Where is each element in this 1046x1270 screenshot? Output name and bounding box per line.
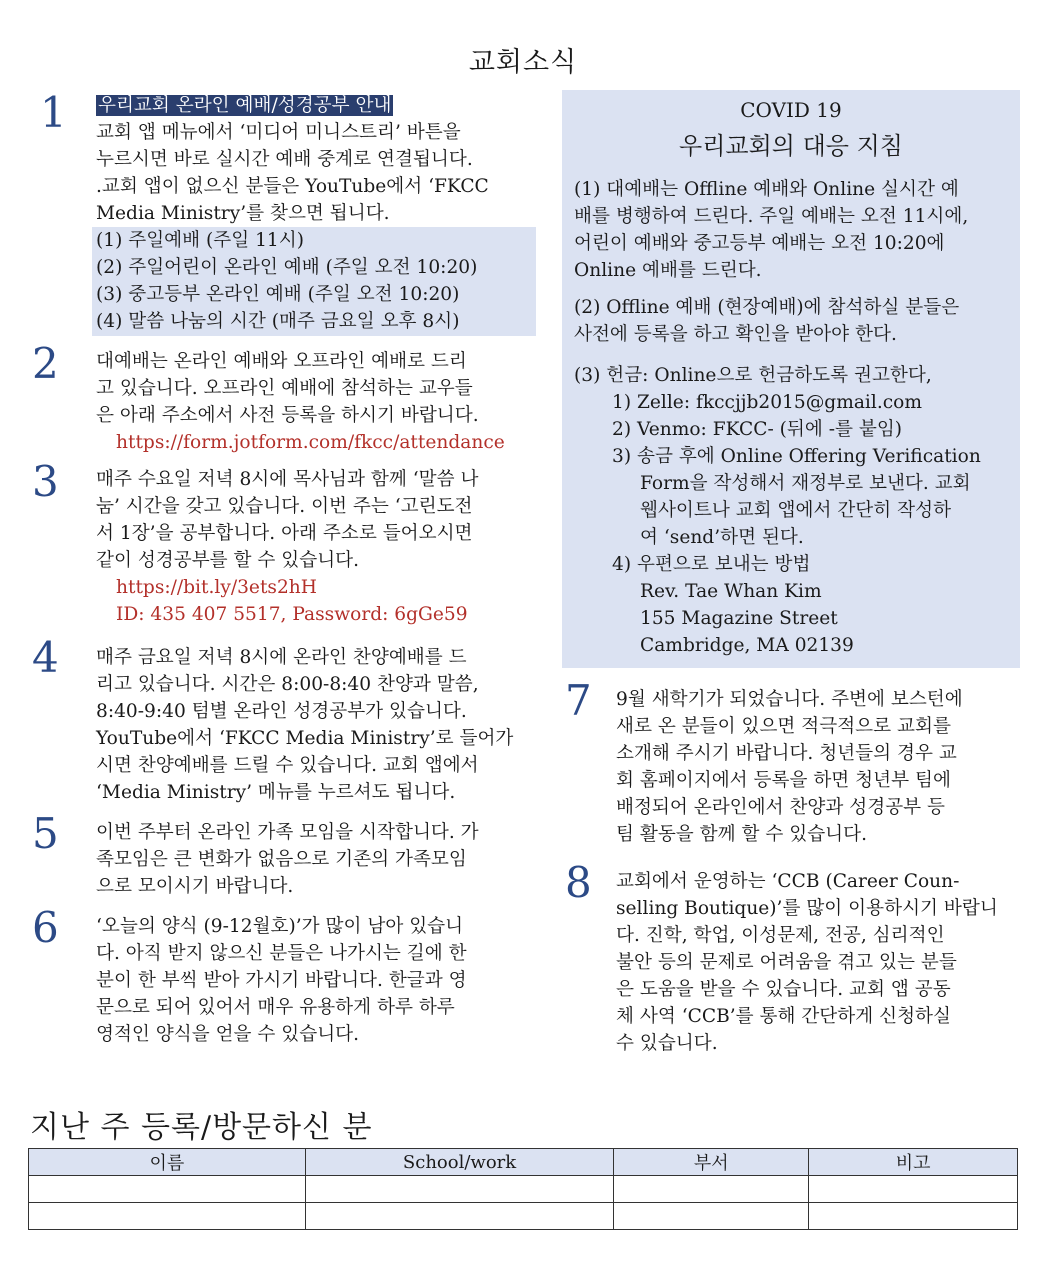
item-8-line: 다. 진학, 학업, 이성문제, 전공, 심리적인 [616,925,945,946]
covid-line: Online 예배를 드린다. [574,260,762,281]
item-3-line: 눔’ 시간을 갖고 있습니다. 이번 주는 ‘고린도전 [96,496,473,517]
covid-para-2 [574,294,1014,348]
address-line: Rev. Tae Whan Kim [640,581,822,602]
covid-subtitle: 우리교회의 대응 지침 [679,132,903,160]
item-2-line: 대예배는 온라인 예배와 오프라인 예배로 드리 [96,351,467,372]
item-5-line: 족모임은 큰 변화가 없음으로 기존의 가족모임 [96,849,467,870]
item-7-line: 소개해 주시기 바랍니다. 청년들의 경우 교 [616,743,957,764]
schedule-item: (1) 주일예배 (주일 11시) [96,230,304,251]
item-1-heading [96,92,536,119]
attendance-link[interactable]: https://form.jotform.com/fkcc/attendance [116,432,505,453]
table-cell[interactable] [305,1176,614,1203]
item-number-8: 8 [565,858,592,907]
item-3-line: 서 1장’을 공부합니다. 아래 주소로 들어오시면 [96,523,473,544]
item-8-line: 불안 등의 문제로 어려움을 겪고 있는 분들 [616,952,957,973]
item-5-body [96,819,536,900]
item-2-body [96,348,536,456]
item-3-line: 같이 성경공부를 할 수 있습니다. [96,550,360,571]
registration-table [28,1148,1018,1230]
table-cell[interactable] [29,1176,306,1203]
item-8-body [616,868,1020,1057]
schedule-item: (2) 주일어린이 온라인 예배 (주일 오전 10:20) [96,257,478,278]
covid-sub-cont: 웹사이트나 교회 앱에서 간단히 작성하 [640,500,952,521]
column-header-department: 부서 [614,1149,809,1176]
table-cell[interactable] [614,1203,809,1230]
item-7-line: 새로 온 분들이 있으면 적극적으로 교회를 [616,716,951,737]
item-2-line: 고 있습니다. 오프라인 예배에 참석하는 교우들 [96,378,473,399]
item-4-line: YouTube에서 ‘FKCC Media Ministry’로 들어가 [96,728,514,749]
item-5-line: 으로 모이시기 바랍니다. [96,876,294,897]
table-header-row [29,1149,1018,1176]
item-7-body [616,686,1020,848]
item-8-line: 체 사역 ‘CCB’를 통해 간단하게 신청하실 [616,1006,951,1027]
covid-sub: 3) 송금 후에 Online Offering Verification [612,446,981,467]
table-cell[interactable] [809,1203,1018,1230]
item-6-line: 영적인 양식을 얻을 수 있습니다. [96,1024,360,1045]
item-1-body [96,119,536,227]
item-4-line: 8:40-9:40 텀별 온라인 성경공부가 있습니다. [96,701,467,722]
schedule-item: (4) 말씀 나눔의 시간 (매주 금요일 오후 8시) [96,311,460,332]
item-3-line: 매주 수요일 저녁 8시에 목사님과 함께 ‘말씀 나 [96,469,479,490]
covid-line: (1) 대예배는 Offline 예배와 Online 실시간 예 [574,179,959,200]
item-7-line: 회 홈페이지에서 등록을 하면 청년부 팀에 [616,770,951,791]
table-row [29,1176,1018,1203]
item-4-line: 리고 있습니다. 시간은 8:00-8:40 찬양과 말씀, [96,674,479,695]
column-header-name: 이름 [29,1149,306,1176]
registration-title: 지난 주 등록/방문하신 분 [30,1110,373,1145]
covid-para-3 [574,362,1014,659]
address-line: 155 Magazine Street [640,608,838,629]
item-1-line: .교회 앱이 없으신 분들은 YouTube에서 ‘FKCC [96,176,489,197]
table-cell[interactable] [809,1176,1018,1203]
item-1-heading-text: 우리교회 온라인 예배/성경공부 안내 [98,95,392,116]
schedule-list [96,227,536,335]
item-4-body [96,644,536,806]
covid-sub: 2) Venmo: FKCC- (뒤에 -를 붙임) [612,419,903,440]
covid-line: 배를 병행하여 드린다. 주일 예배는 오전 11시에, [574,206,969,227]
column-header-notes: 비고 [809,1149,1018,1176]
item-number-7: 7 [565,676,592,725]
item-3-body [96,466,536,628]
covid-box [562,90,1020,668]
item-7-line: 9월 새학기가 되었습니다. 주변에 보스턴에 [616,689,963,710]
table-cell[interactable] [29,1203,306,1230]
covid-sub-cont: Form을 작성해서 재정부로 보낸다. 교회 [640,473,971,494]
covid-sub: 1) Zelle: fkccjjb2015@gmail.com [612,392,922,413]
item-8-line: selling Boutique)’를 많이 이용하시기 바랍니 [616,898,998,919]
meeting-credentials: ID: 435 407 5517, Password: 6gGe59 [116,604,468,625]
item-6-line: 문으로 되어 있어서 매우 유용하게 하루 하루 [96,997,455,1018]
item-4-line: 시면 찬양예배를 드릴 수 있습니다. 교회 앱에서 [96,755,479,776]
table-cell[interactable] [614,1176,809,1203]
item-8-line: 수 있습니다. [616,1033,718,1054]
item-6-body [96,913,536,1048]
schedule-item: (3) 중고등부 온라인 예배 (주일 오전 10:20) [96,284,460,305]
table-row [29,1203,1018,1230]
table-cell[interactable] [305,1203,614,1230]
item-8-line: 교회에서 운영하는 ‘CCB (Career Coun- [616,871,960,892]
item-6-line: ‘오늘의 양식 (9-12월호)’가 많이 남아 있습니 [96,916,464,937]
item-number-6: 6 [32,903,59,952]
item-8-line: 은 도움을 받을 수 있습니다. 교회 앱 공동 [616,979,951,1000]
column-header-school-work: School/work [305,1149,614,1176]
item-number-5: 5 [32,809,59,858]
address-line: Cambridge, MA 02139 [640,635,854,656]
item-6-line: 분이 한 부씩 받아 가시기 바랍니다. 한글과 영 [96,970,467,991]
covid-line: (3) 헌금: Online으로 헌금하도록 권고한다, [574,365,932,386]
item-2-line: 은 아래 주소에서 사전 등록을 하시기 바랍니다. [96,405,479,426]
item-7-line: 팀 활동을 함께 할 수 있습니다. [616,824,868,845]
covid-line: 어린이 예배와 중고등부 예배는 오전 10:20에 [574,233,945,254]
item-number-1: 1 [40,88,67,137]
item-4-line: ‘Media Ministry’ 메뉴를 누르셔도 됩니다. [96,782,456,803]
bible-study-link[interactable]: https://bit.ly/3ets2hH [116,577,317,598]
item-4-line: 매주 금요일 저녁 8시에 온라인 찬양예배를 드 [96,647,467,668]
item-number-4: 4 [32,633,59,682]
page-title: 교회소식 [468,47,578,78]
covid-line: (2) Offline 예배 (현장예배)에 참석하실 분들은 [574,297,960,318]
covid-sub-cont: 여 ‘send’하면 된다. [640,527,804,548]
covid-sub: 4) 우편으로 보내는 방법 [612,554,811,575]
item-number-3: 3 [32,457,59,506]
covid-para-1 [574,176,1014,284]
item-number-2: 2 [32,339,59,388]
item-5-line: 이번 주부터 온라인 가족 모임을 시작합니다. 가 [96,822,479,843]
item-1-line: Media Ministry’를 찾으면 됩니다. [96,203,390,224]
item-7-line: 배정되어 온라인에서 찬양과 성경공부 등 [616,797,945,818]
covid-line: 사전에 등록을 하고 확인을 받아야 한다. [574,324,897,345]
item-1-line: 교회 앱 메뉴에서 ‘미디어 미니스트리’ 바튼을 [96,122,461,143]
covid-title: COVID 19 [740,98,842,122]
item-1-line: 누르시면 바로 실시간 예배 중계로 연결됩니다. [96,149,473,170]
item-6-line: 다. 아직 받지 않으신 분들은 나가시는 길에 한 [96,943,467,964]
